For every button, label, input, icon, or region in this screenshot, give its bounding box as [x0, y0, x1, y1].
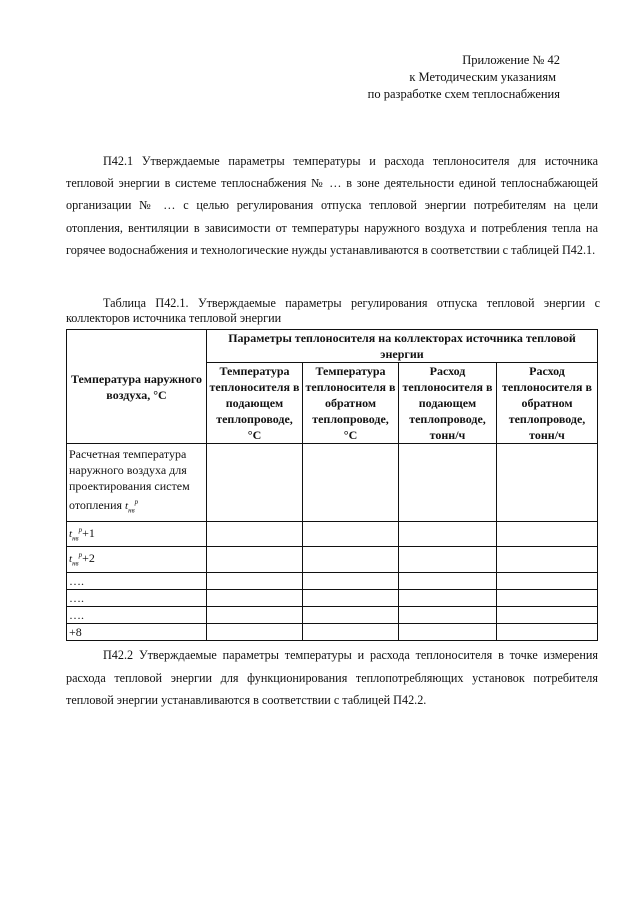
table-row [67, 606, 598, 623]
table-cell [399, 623, 497, 640]
paragraph-p42-1-text: П42.1 Утверждаемые параметры температуры и расхода теплоносителя для источника тепловой энергии в системе теплоснабжения № … в зоне деятельности единой теплоснабжающей организации № … с целью регулирования отпуска тепловой энергии потребителям на цели отопления, вентиляции в зависимости от температуры наружного воздуха и потребления тепла на горячее водоснабжения и технологические нужды устанавливаются в соответствии с таблицей П42.1. [66, 154, 598, 257]
row-t-plus-2 [67, 547, 207, 572]
row-t-plus-1-suffix: +1 [82, 526, 95, 540]
table-cell [399, 547, 497, 572]
table-caption [66, 296, 600, 326]
paragraph-p42-2 [66, 644, 598, 712]
table-cell [303, 522, 399, 547]
table-cell [207, 522, 303, 547]
table-cell [207, 572, 303, 589]
table-row [67, 589, 598, 606]
table-cell [497, 589, 598, 606]
row-design-temperature-text: Расчетная температура наружного воздуха для проектирования систем отопления [69, 447, 190, 513]
symbol-t-sub: нв [72, 534, 79, 543]
table-row [67, 547, 598, 572]
paragraph-p42-1 [66, 150, 598, 261]
table-cell [207, 606, 303, 623]
table-cell [207, 444, 303, 522]
table-cell [399, 572, 497, 589]
symbol-t-sup: р [134, 498, 139, 507]
header-return-temperature: Температура теплоносителя в обратном теплопроводе, °С [303, 363, 399, 444]
row-ellipsis: …. [67, 589, 207, 606]
table-cell [497, 623, 598, 640]
table-cell [399, 606, 497, 623]
table-header-row-1 [67, 330, 598, 363]
table-cell [207, 589, 303, 606]
table-cell [399, 522, 497, 547]
table-cell [303, 589, 399, 606]
header-coolant-parameters: Параметры теплоносителя на коллекторах источника тепловой энергии [207, 330, 598, 363]
table-row [67, 444, 598, 522]
symbol-t-sup: р [78, 551, 83, 560]
appendix-reference: к Методическим указаниям [409, 70, 556, 84]
symbol-t: t [69, 553, 73, 566]
row-t-plus-1 [67, 522, 207, 547]
row-design-temperature [67, 444, 207, 522]
row-t-plus-2-suffix: +2 [82, 551, 95, 566]
table-cell [303, 547, 399, 572]
table-cell [303, 623, 399, 640]
table-cell [303, 606, 399, 623]
table-cell [399, 589, 497, 606]
table-row [67, 522, 598, 547]
paragraph-p42-2-text: П42.2 Утверждаемые параметры температуры и расхода теплоносителя в точке измерения расхода тепловой энергии для функционирования теплопотребляющих установок потребителя тепловой энергии устанавливаются в соответствии с таблицей П42.2. [66, 648, 598, 707]
table-row [67, 623, 598, 640]
table-cell [497, 444, 598, 522]
row-ellipsis: …. [67, 606, 207, 623]
row-plus-8: +8 [67, 623, 207, 640]
parameters-table [66, 329, 598, 641]
table-cell [399, 444, 497, 522]
appendix-header [300, 52, 600, 103]
table-cell [497, 606, 598, 623]
table-cell [207, 623, 303, 640]
header-supply-temperature: Температура теплоносителя в подающем теплопроводе, °С [207, 363, 303, 444]
table-cell [303, 444, 399, 522]
symbol-t-sup: р [78, 526, 83, 534]
symbol-t: t [69, 528, 73, 540]
header-return-flow: Расход теплоносителя в обратном теплопроводе, тонн/ч [497, 363, 598, 444]
symbol-t-sub: нв [72, 559, 79, 568]
table-cell [303, 572, 399, 589]
table-cell [207, 547, 303, 572]
header-outdoor-temperature: Температура наружного воздуха, °С [67, 330, 207, 444]
table-cell [497, 522, 598, 547]
table-cell [497, 572, 598, 589]
symbol-t-sub: нв [128, 506, 135, 515]
appendix-subject: по разработке схем теплоснабжения [367, 87, 560, 101]
appendix-number: Приложение № 42 [462, 53, 560, 67]
table-row [67, 572, 598, 589]
row-ellipsis: …. [67, 572, 207, 589]
symbol-t: t [125, 500, 129, 513]
table-caption-text: Таблица П42.1. Утверждаемые параметры регулирования отпуска тепловой энергии с коллекторов источника тепловой энергии [66, 296, 600, 325]
header-supply-flow: Расход теплоносителя в подающем теплопроводе, тонн/ч [399, 363, 497, 444]
table-cell [497, 547, 598, 572]
